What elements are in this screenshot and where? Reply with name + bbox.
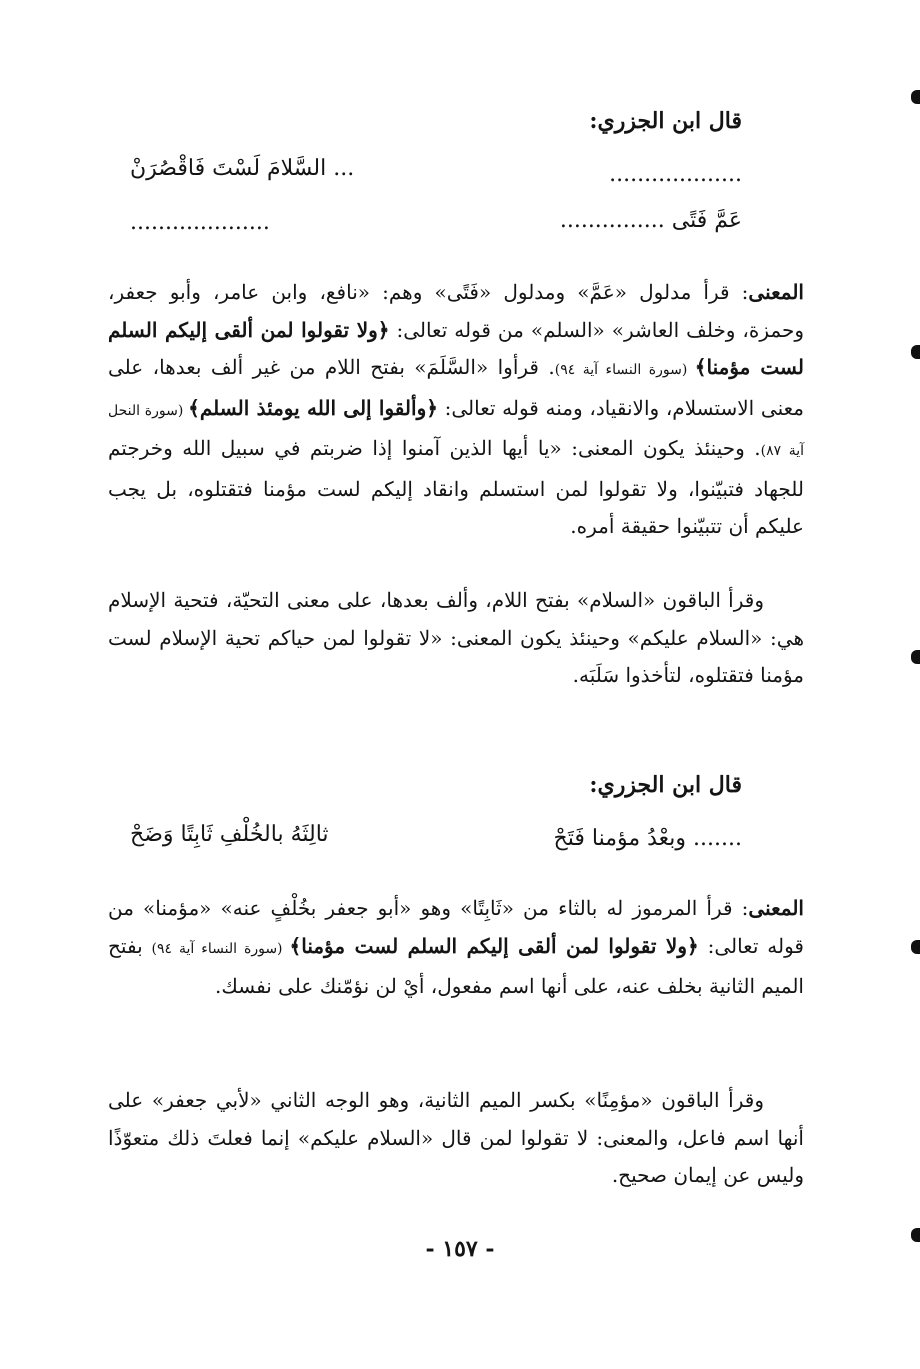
quran-quote: ﴿ولا تقولوا لمن ألقى إليكم السلم لست مؤمنا﴾ — [289, 933, 699, 958]
quran-quote: ﴿وألقوا إلى الله يومئذ السلم﴾ — [188, 395, 438, 420]
text-segment: . قرأوا «السَّلَمَ» بفتح اللام من غير ألف بعدها، على معنى الاستسلام، والانقياد، ومنه قوله تعالى: — [108, 355, 804, 420]
edge-mark — [911, 940, 920, 954]
quran-reference: (سورة النساء آية ٩٤) — [151, 940, 290, 957]
edge-mark — [911, 345, 920, 359]
verse-hemistich-right: ....... وبعْدُ مؤمنا فَتَحْ — [553, 826, 742, 851]
text-segment: : قرأ المرموز له بالثاء من «ثَابِتًا» وهو «أبو جعفر بخُلْفٍ عنه» «مؤمنا» من قوله تعالى: — [108, 896, 804, 958]
explanation-paragraph: وقرأ الباقون «السلام» بفتح اللام، وألف بعدها، على معنى التحيّة، فتحية الإسلام هي: «السلام عليكم» وحينئذ يكون المعنى: «لا تقولوا لمن حياكم تحية الإسلام لست مؤمنا فتقتلوه، لتأخذوا سَلَبَه. — [108, 588, 804, 687]
verse-hemistich-right: عَمَّ فَتًى ............... — [559, 208, 742, 233]
quran-quote: ﴿ولا تقولوا لمن ألقى إليكم السلم لست مؤمنا﴾ — [108, 317, 804, 379]
explanation-paragraph — [108, 274, 804, 546]
quran-reference: (سورة النحل آية ٨٧) — [108, 402, 804, 459]
verse-hemistich-left: ثالِثَهُ بالخُلْفِ ثَابِتًا وَضَحْ — [130, 822, 329, 847]
section-heading: قال ابن الجزري: — [589, 772, 742, 798]
verse-hemistich-right: ................... — [609, 162, 742, 187]
verse-hemistich-left: ... السَّلامَ لَسْتَ فَاقْصُرَنْ — [130, 156, 355, 181]
section-heading: قال ابن الجزري: — [589, 108, 742, 134]
verse-hemistich-left: .................... — [130, 210, 270, 235]
quran-reference: (سورة النساء آية ٩٤) — [554, 362, 695, 378]
explanation-paragraph — [108, 890, 804, 1006]
text-segment: بفتح الميم الثانية بخلف عنه، على أنها اسم مفعول، أيْ لن نؤمّنك على نفسك. — [108, 933, 804, 998]
explanation-paragraph: وقرأ الباقون «مؤمِنًا» بكسر الميم الثانية، وهو الوجه الثاني «لأبي جعفر» على أنها اسم فاعل، والمعنى: لا تقولوا لمن قال «السلام عليكم» إنما فعلتَ ذلك متعوّذًا وليس عن إيمان صحيح. — [108, 1088, 804, 1187]
page-number: - ١٥٧ - — [425, 1236, 495, 1262]
meaning-label: المعنى — [748, 280, 804, 304]
meaning-label: المعنى — [748, 896, 804, 920]
edge-mark — [911, 90, 920, 104]
edge-mark — [911, 650, 920, 664]
edge-mark — [911, 1228, 920, 1242]
text-segment: : قرأ مدلول «عَمَّ» ومدلول «فَتًى» وهم: «نافع، وابن عامر، وأبو جعفر، وحمزة، وخلف العاشر» «السلم» من قوله تعالى: — [108, 280, 804, 342]
text-segment: . وحينئذ يكون المعنى: «يا أيها الذين آمنوا إذا ضربتم في سبيل الله وخرجتم للجهاد فتبيّنوا، ولا تقولوا لمن استسلم وانقاد إليكم لست مؤمنا فتقتلوه، بل يجب عليكم أن تتبيّنوا حقيقة أمره. — [108, 436, 804, 538]
